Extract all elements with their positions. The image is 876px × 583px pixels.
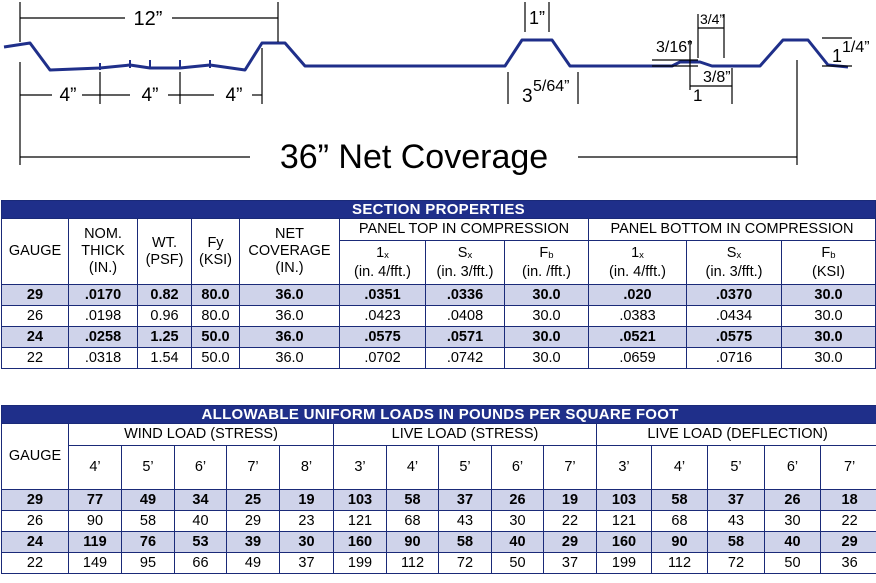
load-cell: 43 <box>708 511 765 532</box>
value-cell: 30.0 <box>782 348 876 369</box>
load-cell: 149 <box>69 553 122 574</box>
load-cell: 119 <box>69 532 122 553</box>
load-cell: 40 <box>175 511 227 532</box>
load-cell: 40 <box>765 532 821 553</box>
gauge-cell: 22 <box>2 348 69 369</box>
load-cell: 58 <box>708 532 765 553</box>
load-cell: 90 <box>387 532 439 553</box>
value-cell: 36.0 <box>240 285 340 306</box>
value-cell: 30.0 <box>505 285 589 306</box>
net-coverage-label: 36” Net Coverage <box>279 138 549 176</box>
coverage-header <box>240 219 340 285</box>
value-cell: .0575 <box>687 327 782 348</box>
load-cell: 22 <box>821 511 876 532</box>
top-compression-header: PANEL TOP IN COMPRESSION <box>340 219 589 241</box>
load-cell: 160 <box>334 532 387 553</box>
load-cell: 40 <box>492 532 544 553</box>
load-cell: 39 <box>227 532 280 553</box>
thick-header-line-1: NOM. <box>84 226 122 242</box>
section-properties-body <box>2 285 876 369</box>
thick-header-line-3: (IN.) <box>88 260 118 276</box>
load-cell: 121 <box>334 511 387 532</box>
value-cell: .0423 <box>340 306 426 327</box>
gauge-cell: 26 <box>2 511 69 532</box>
value-cell: .020 <box>589 285 687 306</box>
value-cell: 0.82 <box>138 285 192 306</box>
span-header: 3’ <box>334 446 387 490</box>
value-cell: 30.0 <box>782 327 876 348</box>
value-cell: 50.0 <box>192 348 240 369</box>
value-cell: 80.0 <box>192 306 240 327</box>
dim-three-sixteenth-label: 3/16” <box>656 39 693 56</box>
dim-rib-base-frac: 5/64” <box>533 78 570 95</box>
gauge-cell: 29 <box>2 490 69 511</box>
value-cell: 30.0 <box>505 306 589 327</box>
dim-flat-2-label: 4” <box>141 85 159 106</box>
load-cell: 34 <box>175 490 227 511</box>
section-row-gauge-24 <box>2 327 876 348</box>
allowable-loads-body <box>2 490 876 574</box>
value-cell: 36.0 <box>240 306 340 327</box>
load-cell: 50 <box>492 553 544 574</box>
load-cell: 58 <box>122 511 175 532</box>
value-cell: .0258 <box>69 327 138 348</box>
load-cell: 103 <box>597 490 652 511</box>
coverage-header-line-2: COVERAGE <box>248 243 331 259</box>
value-cell: 36.0 <box>240 348 340 369</box>
gauge-cell: 24 <box>2 327 69 348</box>
live-load-deflection-header: LIVE LOAD (DEFLECTION) <box>597 424 876 446</box>
thick-header-line-2: THICK <box>81 243 125 259</box>
load-cell: 18 <box>821 490 876 511</box>
value-cell: 1.25 <box>138 327 192 348</box>
dim-rib-top-label: 1” <box>528 8 546 28</box>
value-cell: .0408 <box>426 306 505 327</box>
load-cell: 30 <box>492 511 544 532</box>
load-cell: 37 <box>439 490 492 511</box>
span-header: 7’ <box>544 446 597 490</box>
bottom-ix-header: 1x (in. 4/fft.) <box>589 241 687 285</box>
span-header: 8’ <box>280 446 334 490</box>
bottom-fb-header: Fb (KSI) <box>782 241 876 285</box>
load-cell: 77 <box>69 490 122 511</box>
load-cell: 53 <box>175 532 227 553</box>
load-cell: 121 <box>597 511 652 532</box>
gauge-cell: 24 <box>2 532 69 553</box>
load-cell: 19 <box>544 490 597 511</box>
load-cell: 43 <box>439 511 492 532</box>
load-cell: 37 <box>280 553 334 574</box>
wt-header <box>138 219 192 285</box>
load-cell: 72 <box>708 553 765 574</box>
load-cell: 76 <box>122 532 175 553</box>
load-cell: 49 <box>122 490 175 511</box>
load-cell: 22 <box>544 511 597 532</box>
bottom-compression-header: PANEL BOTTOM IN COMPRESSION <box>589 219 876 241</box>
load-cell: 58 <box>652 490 708 511</box>
value-cell: .0198 <box>69 306 138 327</box>
gauge-cell: 26 <box>2 306 69 327</box>
load-cell: 25 <box>227 490 280 511</box>
load-cell: 199 <box>597 553 652 574</box>
load-cell: 30 <box>280 532 334 553</box>
panel-profile-diagram <box>0 0 876 195</box>
load-cell: 95 <box>122 553 175 574</box>
load-cell: 103 <box>334 490 387 511</box>
load-cell: 30 <box>765 511 821 532</box>
load-cell: 72 <box>439 553 492 574</box>
value-cell: .0318 <box>69 348 138 369</box>
wind-load-header: WIND LOAD (STRESS) <box>69 424 334 446</box>
load-cell: 58 <box>387 490 439 511</box>
top-sx-header: Sx (in. 3/fft.) <box>426 241 505 285</box>
value-cell: 30.0 <box>782 306 876 327</box>
load-cell: 112 <box>652 553 708 574</box>
load-row-gauge-29 <box>2 490 876 511</box>
load-cell: 49 <box>227 553 280 574</box>
wt-header-line-1: WT. <box>152 234 177 251</box>
span-header: 4’ <box>387 446 439 490</box>
value-cell: 80.0 <box>192 285 240 306</box>
value-cell: .0521 <box>589 327 687 348</box>
loads-gauge-header: GAUGE <box>2 424 69 490</box>
load-cell: 36 <box>821 553 876 574</box>
span-header: 5’ <box>122 446 175 490</box>
wt-header-line-2: (PSF) <box>145 251 184 268</box>
coverage-header-line-1: NET <box>275 226 304 242</box>
load-cell: 112 <box>387 553 439 574</box>
span-header-row <box>2 446 876 490</box>
span-header: 5’ <box>708 446 765 490</box>
value-cell: 0.96 <box>138 306 192 327</box>
dim-height-frac: 1/4” <box>842 39 870 56</box>
span-header: 5’ <box>439 446 492 490</box>
load-cell: 90 <box>69 511 122 532</box>
gauge-header: GAUGE <box>2 219 69 285</box>
value-cell: .0434 <box>687 306 782 327</box>
top-ix-header: 1x (in. 4/fft.) <box>340 241 426 285</box>
span-header: 6’ <box>765 446 821 490</box>
load-cell: 50 <box>765 553 821 574</box>
load-cell: 29 <box>227 511 280 532</box>
load-cell: 29 <box>821 532 876 553</box>
gauge-cell: 29 <box>2 285 69 306</box>
fy-header-line-1: Fy <box>207 234 224 251</box>
dim-height-whole: 1 <box>832 46 843 66</box>
load-cell: 199 <box>334 553 387 574</box>
value-cell: .0575 <box>340 327 426 348</box>
thick-header <box>69 219 138 285</box>
load-cell: 68 <box>652 511 708 532</box>
value-cell: .0170 <box>69 285 138 306</box>
span-header: 7’ <box>821 446 876 490</box>
value-cell: .0702 <box>340 348 426 369</box>
load-row-gauge-22 <box>2 553 876 574</box>
value-cell: 1.54 <box>138 348 192 369</box>
load-cell: 19 <box>280 490 334 511</box>
load-cell: 160 <box>597 532 652 553</box>
section-properties-table <box>1 200 876 369</box>
value-cell: 50.0 <box>192 327 240 348</box>
span-header: 6’ <box>175 446 227 490</box>
span-header: 4’ <box>69 446 122 490</box>
fy-header <box>192 219 240 285</box>
section-properties-title: SECTION PROPERTIES <box>2 201 876 219</box>
load-cell: 90 <box>652 532 708 553</box>
load-cell: 68 <box>387 511 439 532</box>
load-cell: 37 <box>544 553 597 574</box>
value-cell: .0659 <box>589 348 687 369</box>
coverage-header-line-3: (IN.) <box>275 260 304 276</box>
value-cell: .0370 <box>687 285 782 306</box>
load-cell: 26 <box>492 490 544 511</box>
top-fb-header: Fb (in. /fft.) <box>505 241 589 285</box>
section-row-gauge-29 <box>2 285 876 306</box>
load-row-gauge-26 <box>2 511 876 532</box>
dim-three-eighth-whole: 1 <box>693 86 703 105</box>
load-cell: 23 <box>280 511 334 532</box>
dim-flat-3-label: 4” <box>225 85 243 106</box>
load-cell: 58 <box>439 532 492 553</box>
bottom-sx-header: Sx (in. 3/fft.) <box>687 241 782 285</box>
load-cell: 29 <box>544 532 597 553</box>
load-cell: 26 <box>765 490 821 511</box>
load-cell: 37 <box>708 490 765 511</box>
load-cell: 66 <box>175 553 227 574</box>
value-cell: 30.0 <box>505 327 589 348</box>
span-header: 4’ <box>652 446 708 490</box>
value-cell: .0383 <box>589 306 687 327</box>
span-header: 6’ <box>492 446 544 490</box>
allowable-loads-table <box>1 405 876 574</box>
value-cell: .0716 <box>687 348 782 369</box>
dim-flat-1-label: 4” <box>59 85 77 106</box>
allowable-loads-title: ALLOWABLE UNIFORM LOADS IN POUNDS PER SQUARE FOOT <box>2 406 876 424</box>
dim-three-eighth-frac: 3/8” <box>703 69 731 86</box>
fy-header-line-2: (KSI) <box>198 251 233 268</box>
span-header: 7’ <box>227 446 280 490</box>
value-cell: 30.0 <box>505 348 589 369</box>
value-cell: .0742 <box>426 348 505 369</box>
value-cell: 36.0 <box>240 327 340 348</box>
dim-stiffener <box>652 14 732 104</box>
span-header: 3’ <box>597 446 652 490</box>
section-row-gauge-26 <box>2 306 876 327</box>
value-cell: .0571 <box>426 327 505 348</box>
gauge-cell: 22 <box>2 553 69 574</box>
value-cell: .0351 <box>340 285 426 306</box>
live-load-stress-header: LIVE LOAD (STRESS) <box>334 424 597 446</box>
value-cell: .0336 <box>426 285 505 306</box>
dim-pitch-label: 12” <box>133 8 163 30</box>
section-row-gauge-22 <box>2 348 876 369</box>
load-row-gauge-24 <box>2 532 876 553</box>
value-cell: 30.0 <box>782 285 876 306</box>
dim-rib-base-whole: 3 <box>522 86 533 107</box>
dim-three-quarter-label: 3/4” <box>700 11 725 27</box>
